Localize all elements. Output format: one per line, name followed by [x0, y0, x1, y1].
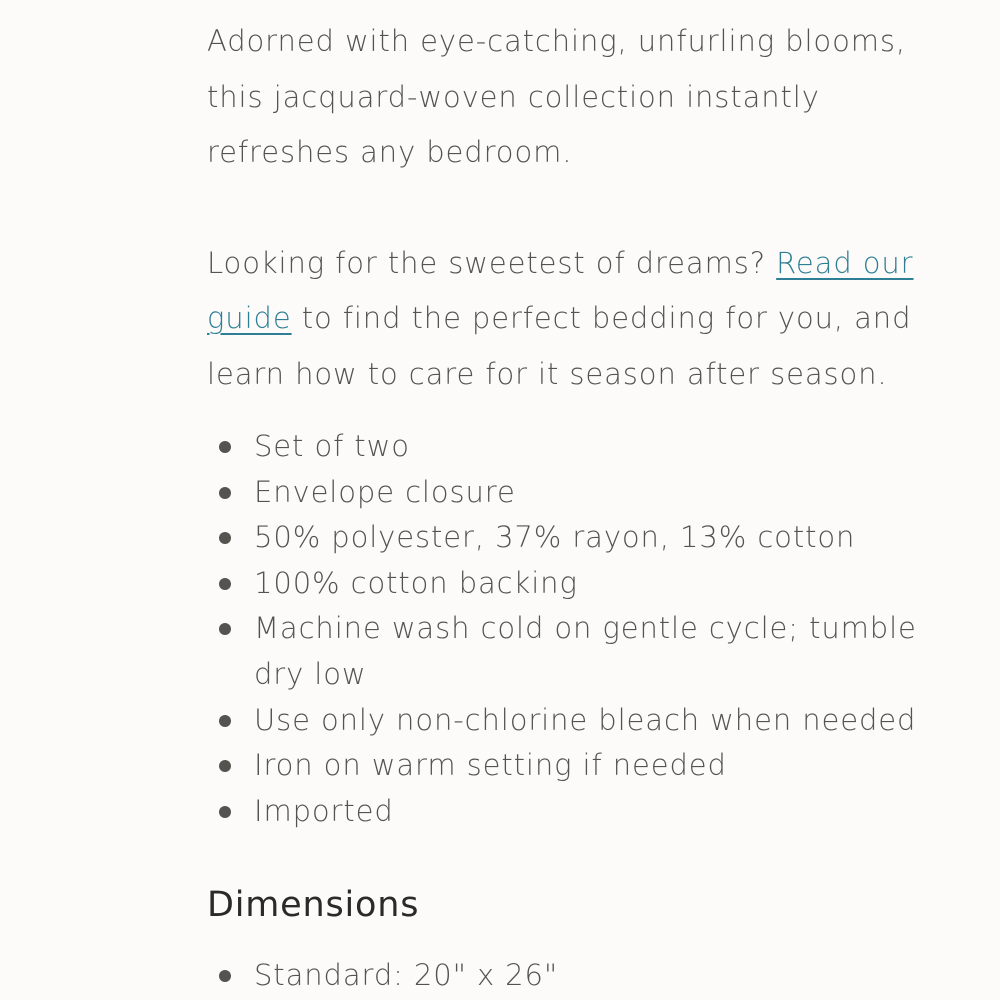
dimensions-heading: Dimensions: [207, 885, 420, 926]
guide-suffix-text: to find the perfect bedding for you, and learn how to care for it season after season.: [207, 301, 912, 391]
feature-text: 100% cotton backing: [254, 565, 578, 600]
bullet-icon: [219, 715, 231, 727]
bullet-icon: [219, 441, 231, 453]
list-item: [207, 515, 927, 561]
feature-text: 50% polyester, 37% rayon, 13% cotton: [254, 520, 856, 555]
feature-text: Use only non-chlorine bleach when needed: [254, 702, 917, 737]
bullet-icon: [219, 760, 231, 772]
list-item: [207, 606, 927, 697]
feature-text: Envelope closure: [254, 474, 516, 509]
product-description: [207, 14, 927, 999]
bullet-icon: [219, 578, 231, 590]
bullet-icon: [219, 487, 231, 499]
features-list: [207, 424, 927, 834]
bullet-icon: [219, 970, 231, 982]
list-item: [207, 698, 927, 744]
feature-text: Iron on warm setting if needed: [254, 748, 727, 783]
list-item: [207, 789, 927, 835]
list-item: [207, 953, 927, 999]
list-item: [207, 470, 927, 516]
dimension-text: Standard: 20" x 26": [254, 958, 559, 993]
list-item: [207, 743, 927, 789]
feature-text: Set of two: [254, 429, 410, 463]
feature-text: Imported: [254, 793, 394, 828]
bullet-icon: [219, 806, 231, 818]
bullet-icon: [219, 623, 231, 635]
read-our-guide-link[interactable]: Read our guide: [207, 245, 914, 335]
guide-paragraph: [207, 236, 927, 403]
list-item: [207, 561, 927, 607]
intro-paragraph: Adorned with eye-catching, unfurling blooms, this jacquard-woven collection instantly refreshes any bedroom.: [207, 24, 906, 169]
dimensions-list: [207, 953, 927, 999]
list-item: [207, 424, 927, 470]
guide-prefix-text: Looking for the sweetest of dreams?: [207, 245, 777, 280]
bullet-icon: [219, 532, 231, 544]
feature-text: Machine wash cold on gentle cycle; tumble dry low: [254, 611, 917, 691]
